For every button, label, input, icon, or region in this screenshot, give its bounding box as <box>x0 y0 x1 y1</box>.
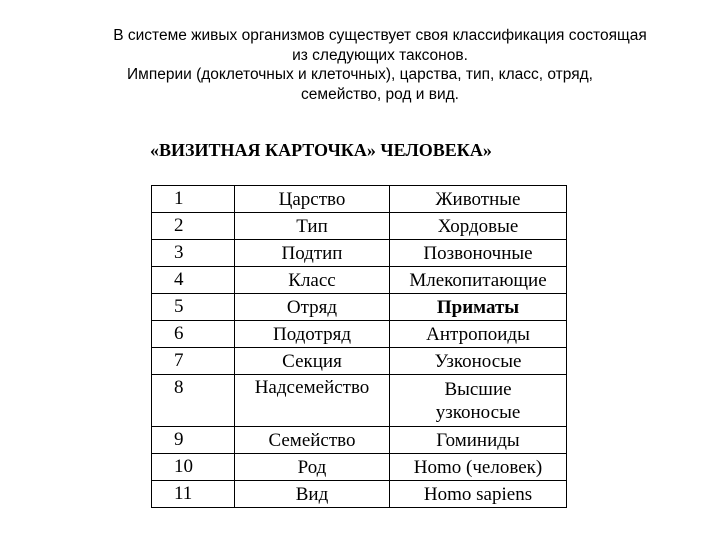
row-number: 9 <box>152 427 235 454</box>
row-number: 4 <box>152 267 235 294</box>
taxon-cell: Гоминиды <box>390 427 567 454</box>
taxon-cell: Млекопитающие <box>390 267 567 294</box>
rank-cell: Надсемейство <box>235 375 390 427</box>
intro-paragraph <box>40 26 720 104</box>
taxon-cell: Приматы <box>390 294 567 321</box>
taxon-line-2: узконосые <box>435 401 521 423</box>
row-number: 5 <box>152 294 235 321</box>
intro-line-2: из следующих таксонов. <box>292 46 468 64</box>
table-row <box>152 481 567 508</box>
table-row <box>152 454 567 481</box>
row-number: 6 <box>152 321 235 348</box>
taxon-cell: Узконосые <box>390 348 567 375</box>
rank-cell: Семейство <box>235 427 390 454</box>
taxon-cell <box>390 375 567 427</box>
rank-cell: Царство <box>235 186 390 213</box>
taxon-cell: Хордовые <box>390 213 567 240</box>
rank-cell: Отряд <box>235 294 390 321</box>
row-number: 2 <box>152 213 235 240</box>
taxon-cell: Homo sapiens <box>390 481 567 508</box>
table-row <box>152 213 567 240</box>
table-row <box>152 240 567 267</box>
intro-line-3: Империи (доклеточных и клеточных), царства, тип, класс, отряд, <box>127 66 593 83</box>
table-row <box>152 321 567 348</box>
row-number: 10 <box>152 454 235 481</box>
table-row <box>152 294 567 321</box>
rank-cell: Тип <box>235 213 390 240</box>
row-number: 1 <box>152 186 235 213</box>
rank-cell: Подтип <box>235 240 390 267</box>
row-number: 8 <box>152 375 235 427</box>
card-heading: «ВИЗИТНАЯ КАРТОЧКА» ЧЕЛОВЕКА» <box>150 140 492 160</box>
table-row <box>152 267 567 294</box>
taxonomy-table <box>151 185 567 508</box>
taxon-cell: Homo (человек) <box>390 454 567 481</box>
intro-line-4: семейство, род и вид. <box>301 85 459 103</box>
rank-cell: Класс <box>235 267 390 294</box>
rank-cell: Подотряд <box>235 321 390 348</box>
row-number: 3 <box>152 240 235 267</box>
table-row <box>152 427 567 454</box>
intro-line-1: В системе живых организмов существует своя классификация состоящая <box>113 27 647 44</box>
rank-cell: Секция <box>235 348 390 375</box>
taxon-cell: Антропоиды <box>390 321 567 348</box>
table-row <box>152 186 567 213</box>
rank-cell: Вид <box>235 481 390 508</box>
row-number: 7 <box>152 348 235 375</box>
table-row <box>152 375 567 427</box>
taxon-cell: Позвоночные <box>390 240 567 267</box>
taxon-cell: Животные <box>390 186 567 213</box>
row-number: 11 <box>152 481 235 508</box>
table-row <box>152 348 567 375</box>
rank-cell: Род <box>235 454 390 481</box>
taxon-line-1: Высшие <box>444 378 512 400</box>
